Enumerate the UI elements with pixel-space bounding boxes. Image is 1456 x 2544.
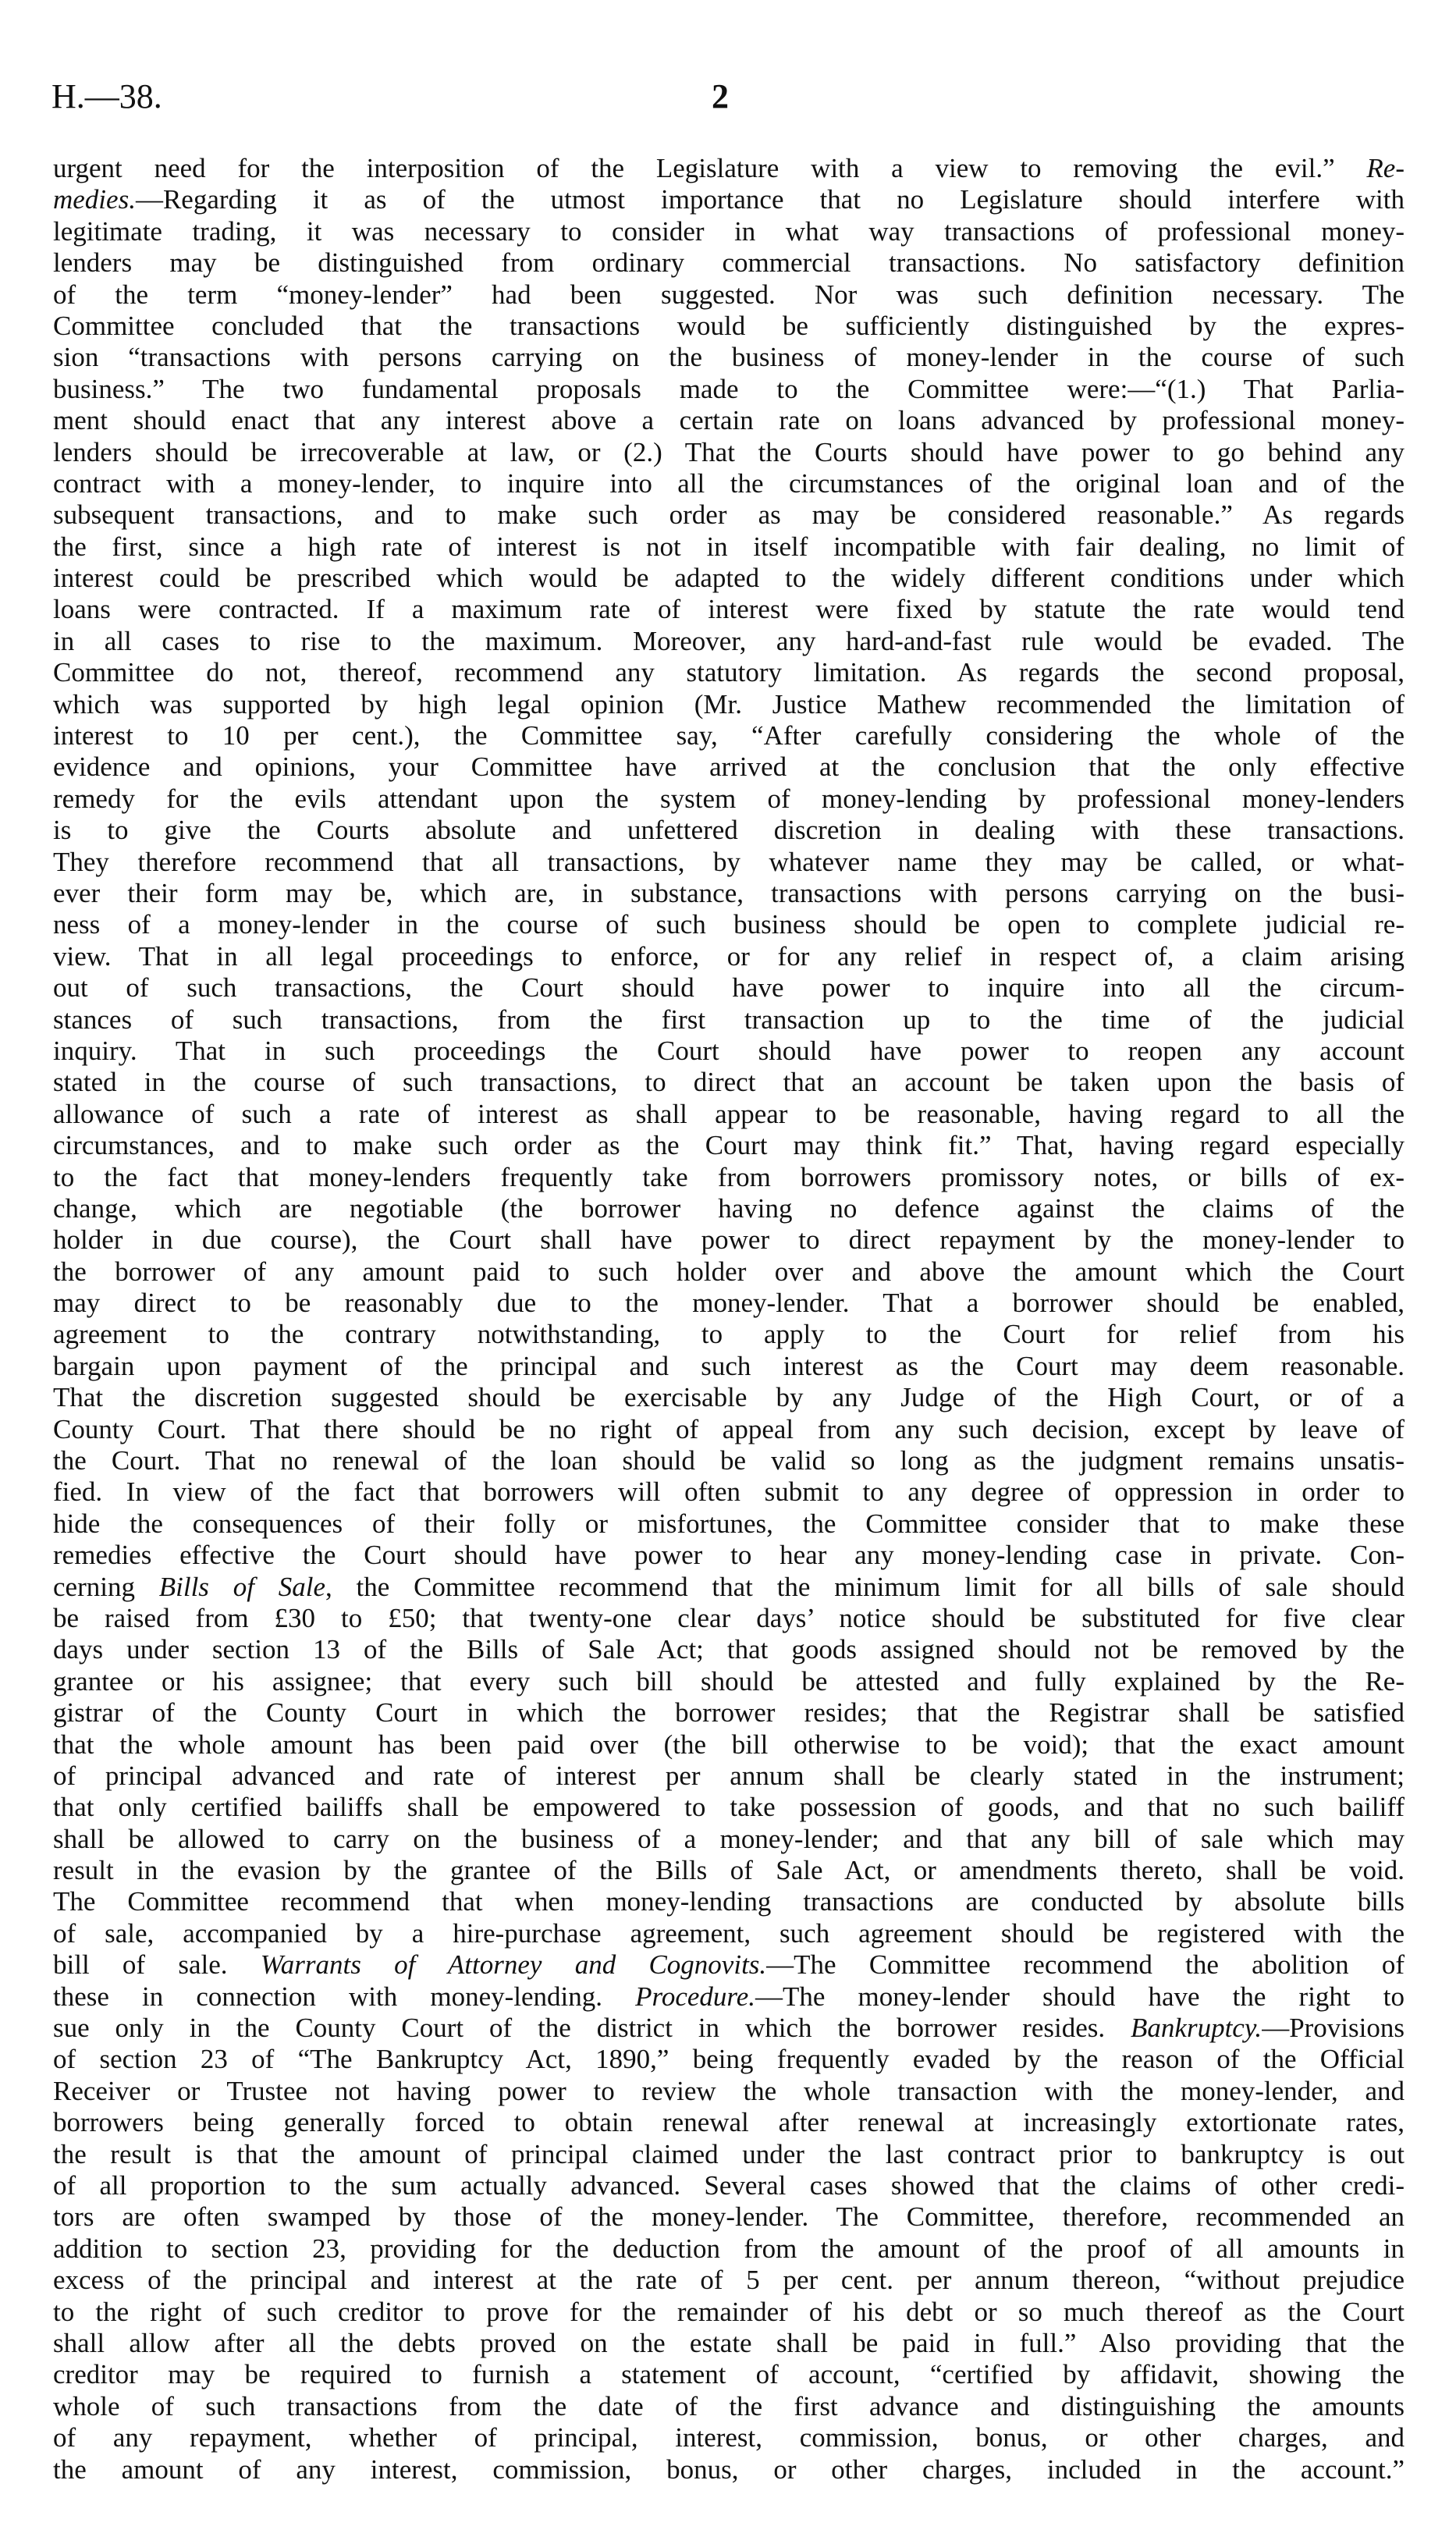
text-segment: —The Committee recommend the abolition of — [766, 1949, 1405, 1981]
text-line — [53, 2233, 1405, 2265]
text-line — [53, 437, 1405, 468]
text-segment: holder in due course), the Court shall have power to direct repayment by the money-lender to — [53, 1224, 1405, 1256]
italic-heading: Warrants of Attorney and Cognovits. — [260, 1949, 767, 1981]
text-line — [53, 1099, 1405, 1130]
text-segment: loans were contracted. If a maximum rate of interest were fixed by statute the rate would tend — [53, 594, 1405, 625]
text-segment: in all cases to rise to the maximum. Moreover, any hard-and-fast rule would be evaded. The — [53, 625, 1405, 656]
text-segment: agreement to the contrary notwithstanding, to apply to the Court for relief from his — [53, 1319, 1405, 1350]
text-line — [53, 2359, 1405, 2390]
text-line — [53, 1067, 1405, 1098]
text-line — [53, 279, 1405, 311]
text-segment: urgent need for the interposition of the Legislature with a view to removing the evil.” — [53, 153, 1367, 183]
text-segment: sue only in the County Court of the district in which the borrower resides. — [53, 2013, 1131, 2044]
text-line — [53, 1445, 1405, 1476]
text-segment: which was supported by high legal opinion (Mr. Justice Mathew recommended the limitation of — [53, 688, 1405, 719]
text-line — [53, 1981, 1405, 2013]
text-segment: lenders should be irrecoverable at law, or (2.) That the Courts should have power to go behind any — [53, 436, 1405, 467]
text-line — [53, 1162, 1405, 1193]
text-line — [53, 1886, 1405, 1917]
text-line — [53, 1634, 1405, 1665]
text-line — [53, 1036, 1405, 1067]
text-segment: grantee or his assignee; that every such bill should be attested and fully explained by the Re- — [53, 1665, 1405, 1697]
text-segment: to the right of such creditor to prove for the remainder of his debt or so much thereof as the Court — [53, 2296, 1405, 2327]
page-number: 2 — [712, 77, 729, 115]
text-segment: of all proportion to the sum actually advanced. Several cases showed that the claims of other credi- — [53, 2170, 1405, 2201]
text-line — [53, 311, 1405, 342]
text-line — [53, 2265, 1405, 2296]
text-line — [53, 1729, 1405, 1761]
text-line — [53, 342, 1405, 373]
text-segment: of section 23 of “The Bankruptcy Act, 1890,” being frequently evaded by the reason of the Official — [53, 2044, 1405, 2075]
text-line — [53, 878, 1405, 909]
text-line — [53, 2044, 1405, 2075]
text-segment: the borrower of any amount paid to such holder over and above the amount which the Court — [53, 1256, 1405, 1287]
text-segment: That the discretion suggested should be exercisable by any Judge of the High Court, or of a — [53, 1382, 1405, 1413]
text-segment: change, which are negotiable (the borrower having no defence against the claims of the — [53, 1192, 1405, 1224]
text-line — [53, 2201, 1405, 2233]
text-line — [53, 1319, 1405, 1350]
text-line — [53, 1666, 1405, 1697]
text-segment: gistrar of the County Court in which the borrower resides; that the Registrar shall be satisfied — [53, 1697, 1405, 1729]
text-segment: circumstances, and to make such order as the Court may think fit.” That, having regard especially — [53, 1130, 1405, 1161]
text-line — [53, 2170, 1405, 2201]
text-line — [53, 1004, 1405, 1036]
text-segment: Committee do not, thereof, recommend any statutory limitation. As regards the second proposal, — [53, 657, 1405, 688]
text-line — [53, 1476, 1405, 1508]
text-segment: that only certified bailiffs shall be empowered to take possession of goods, and that no such bailiff — [53, 1792, 1405, 1823]
text-line — [53, 1414, 1405, 1445]
text-line — [53, 2297, 1405, 2328]
text-segment: interest could be prescribed which would be adapted to the widely different conditions under which — [53, 563, 1405, 594]
text-segment: the first, since a high rate of interest is not in itself incompatible with fair dealing, no limit of — [53, 531, 1405, 562]
text-line — [53, 626, 1405, 657]
text-line — [53, 815, 1405, 846]
italic-heading: Bankruptcy. — [1131, 2013, 1262, 2044]
text-segment: legitimate trading, it was necessary to consider in what way transactions of professional money- — [53, 215, 1405, 247]
text-line — [53, 1224, 1405, 1256]
text-line — [53, 468, 1405, 499]
text-line — [53, 531, 1405, 563]
text-segment: stated in the course of such transactions, to direct that an account be taken upon the basis of — [53, 1067, 1405, 1098]
italic-heading: Re- — [1366, 153, 1405, 183]
text-segment: fied. In view of the fact that borrowers will often submit to any degree of oppression in order to — [53, 1476, 1405, 1508]
italic-heading: Bills of Sale — [158, 1571, 325, 1602]
text-segment: addition to section 23, providing for the deduction from the amount of the proof of all amounts in — [53, 2233, 1405, 2264]
text-segment: excess of the principal and interest at the rate of 5 per cent. per annum thereon, “without prejudice — [53, 2265, 1405, 2296]
text-segment: of the term “money-lender” had been suggested. Nor was such definition necessary. The — [53, 279, 1405, 310]
text-segment: The Committee recommend that when money-lending transactions are conducted by absolute bills — [53, 1886, 1405, 1917]
text-line — [53, 563, 1405, 594]
text-segment: Committee concluded that the transactions would be sufficiently distinguished by the expres- — [53, 310, 1405, 341]
text-segment: They therefore recommend that all transactions, by whatever name they may be called, or what- — [53, 846, 1405, 877]
text-line — [53, 184, 1405, 215]
text-line — [53, 1949, 1405, 1981]
italic-heading: medies. — [53, 184, 136, 215]
text-segment: ever their form may be, which are, in substance, transactions with persons carrying on the busi- — [53, 877, 1405, 908]
text-segment: that the whole amount has been paid over (the bill otherwise to be void); that the exact amount — [53, 1729, 1405, 1760]
text-line — [53, 1540, 1405, 1571]
text-segment: allowance of such a rate of interest as shall appear to be reasonable, having regard to all the — [53, 1098, 1405, 1129]
text-segment: subsequent transactions, and to make such order as may be considered reasonable.” As regards — [53, 499, 1405, 531]
text-line — [53, 689, 1405, 720]
text-segment: days under section 13 of the Bills of Sale Act; that goods assigned should not be removed by the — [53, 1634, 1405, 1665]
text-segment: bill of sale. — [53, 1949, 261, 1981]
text-segment: is to give the Courts absolute and unfettered discretion in dealing with these transactions. — [53, 815, 1405, 846]
text-segment: ness of a money-lender in the course of such business should be open to complete judicial re- — [53, 909, 1405, 940]
text-line — [53, 594, 1405, 625]
text-segment: lenders may be distinguished from ordinary commercial transactions. No satisfactory definition — [53, 247, 1405, 279]
text-line — [53, 2422, 1405, 2453]
text-line — [53, 1824, 1405, 1855]
text-segment: business.” The two fundamental proposals made to the Committee were:—“(1.) That Parlia- — [53, 373, 1405, 404]
text-line — [53, 2328, 1405, 2359]
text-line — [53, 2076, 1405, 2107]
text-segment: inquiry. That in such proceedings the Court should have power to reopen any account — [53, 1035, 1405, 1066]
text-segment: —Regarding it as of the utmost importance that no Legislature should interfere with — [135, 184, 1405, 215]
text-line — [53, 720, 1405, 751]
text-line — [53, 2013, 1405, 2044]
text-line — [53, 405, 1405, 436]
text-segment: whole of such transactions from the date of the first advance and distinguishing the amounts — [53, 2390, 1405, 2421]
text-segment: the result is that the amount of principal claimed under the last contract prior to bankruptcy is out — [53, 2138, 1405, 2169]
text-line — [53, 751, 1405, 783]
text-line — [53, 847, 1405, 878]
text-line — [53, 1855, 1405, 1886]
text-line — [53, 657, 1405, 688]
text-line — [53, 1351, 1405, 1382]
text-segment: interest to 10 per cent.), the Committee say, “After carefully considering the whole of the — [53, 720, 1405, 751]
text-segment: County Court. That there should be no right of appeal from any such decision, except by leave of — [53, 1413, 1405, 1444]
text-segment: —Provisions — [1262, 2013, 1405, 2044]
text-line — [53, 153, 1405, 184]
text-line — [53, 374, 1405, 405]
text-line — [53, 909, 1405, 940]
text-segment: may direct to be reasonably due to the money-lender. That a borrower should be enabled, — [53, 1288, 1405, 1319]
text-line — [53, 2391, 1405, 2422]
text-line — [53, 247, 1405, 279]
text-segment: tors are often swamped by those of the money-lender. The Committee, therefore, recommended an — [53, 2201, 1405, 2233]
text-segment: —The money-lender should have the right to — [755, 1981, 1405, 2012]
text-segment: bargain upon payment of the principal and such interest as the Court may deem reasonable. — [53, 1350, 1405, 1381]
italic-heading: Procedure. — [635, 1981, 756, 2012]
text-segment: Receiver or Trustee not having power to review the whole transaction with the money-lender, and — [53, 2075, 1405, 2106]
text-segment: the Court. That no renewal of the loan should be valid so long as the judgment remains unsatis- — [53, 1445, 1405, 1476]
text-segment: ment should enact that any interest above a certain rate on loans advanced by professional money- — [53, 405, 1405, 436]
body-text — [53, 153, 1405, 2485]
text-segment: out of such transactions, the Court should have power to inquire into all the circum- — [53, 972, 1405, 1004]
text-line — [53, 783, 1405, 815]
text-line — [53, 1193, 1405, 1224]
text-line — [53, 1572, 1405, 1603]
text-line — [53, 1603, 1405, 1634]
text-segment: creditor may be required to furnish a statement of account, “certified by affidavit, showing the — [53, 2359, 1405, 2390]
text-line — [53, 499, 1405, 531]
text-segment: of sale, accompanied by a hire-purchase agreement, such agreement should be registered with the — [53, 1917, 1405, 1949]
text-segment: stances of such transactions, from the first transaction up to the time of the judicial — [53, 1004, 1405, 1035]
text-line — [53, 216, 1405, 247]
text-line — [53, 972, 1405, 1004]
text-line — [53, 2454, 1405, 2485]
text-segment: shall be allowed to carry on the business of a money-lender; and that any bill of sale which may — [53, 1823, 1405, 1854]
text-line — [53, 1761, 1405, 1792]
text-segment: of principal advanced and rate of interest per annum shall be clearly stated in the instrument; — [53, 1760, 1405, 1791]
text-segment: of any repayment, whether of principal, interest, commission, bonus, or other charges, and — [53, 2422, 1405, 2453]
text-line — [53, 1256, 1405, 1288]
text-line — [53, 1792, 1405, 1823]
text-segment: result in the evasion by the grantee of the Bills of Sale Act, or amendments thereto, shall be void. — [53, 1855, 1405, 1886]
text-segment: sion “transactions with persons carrying on the business of money-lender in the course of such — [53, 342, 1405, 373]
text-segment: hide the consequences of their folly or misfortunes, the Committee consider that to make these — [53, 1508, 1405, 1539]
text-line — [53, 1918, 1405, 1949]
text-segment: to the fact that money-lenders frequently take from borrowers promissory notes, or bills of ex- — [53, 1161, 1405, 1192]
text-line — [53, 1288, 1405, 1319]
text-segment: borrowers being generally forced to obtain renewal after renewal at increasingly extortionate rates, — [53, 2107, 1405, 2138]
text-segment: these in connection with money-lending. — [53, 1981, 636, 2012]
text-line — [53, 1697, 1405, 1729]
text-segment: view. That in all legal proceedings to enforce, or for any relief in respect of, a claim arising — [53, 940, 1405, 972]
text-line — [53, 1508, 1405, 1540]
text-segment: remedy for the evils attendant upon the system of money-lending by professional money-lenders — [53, 783, 1405, 814]
text-line — [53, 2107, 1405, 2138]
text-segment: , the Committee recommend that the minimum limit for all bills of sale should — [325, 1571, 1405, 1602]
text-segment: the amount of any interest, commission, bonus, or other charges, included in the account.” — [53, 2453, 1405, 2485]
text-segment: remedies effective the Court should have power to hear any money-lending case in private. Con- — [53, 1540, 1405, 1571]
text-line — [53, 1130, 1405, 1161]
text-segment: contract with a money-lender, to inquire into all the circumstances of the original loan and of the — [53, 467, 1405, 499]
text-line — [53, 941, 1405, 972]
text-segment: be raised from £30 to £50; that twenty-one clear days’ notice should be substituted for five clear — [53, 1602, 1405, 1633]
text-segment: evidence and opinions, your Committee have arrived at the conclusion that the only effective — [53, 751, 1405, 783]
text-line — [53, 1382, 1405, 1413]
text-segment: cerning — [53, 1571, 159, 1602]
text-segment: shall allow after all the debts proved on the estate shall be paid in full.” Also providing that the — [53, 2327, 1405, 2358]
text-line — [53, 2139, 1405, 2170]
document-code: H.—38. — [51, 77, 162, 115]
